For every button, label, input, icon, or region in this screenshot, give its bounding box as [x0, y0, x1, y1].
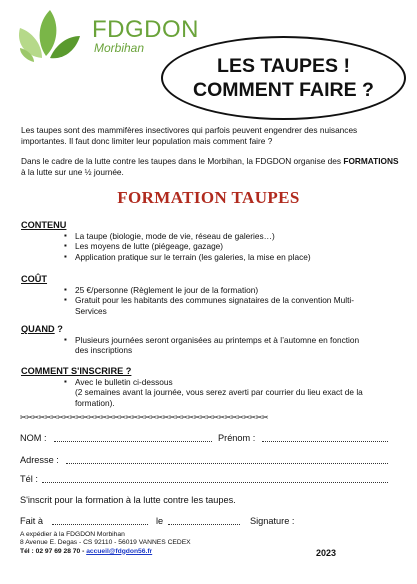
prenom-label: Prénom :: [218, 433, 256, 443]
section-quand: [21, 324, 381, 356]
footer-line1: A expédier à la FDGDON Morbihan: [20, 531, 125, 538]
headline-line1: LES TAUPES !: [217, 55, 350, 77]
intro-paragraph-1: Les taupes sont des mammifères insectivores qui parfois peuvent engendrer des nuisances importantes. Il faut donc limiter leur population mais comment faire ?: [21, 125, 358, 146]
fdgdon-logo: [14, 6, 199, 66]
leaves-logo-icon: [14, 6, 84, 66]
footer-year: 2023: [316, 548, 337, 558]
nom-field[interactable]: [54, 441, 212, 442]
footer-line2: 8 Avenue E. Degas - CS 92110 - 56019 VANNES CEDEX: [20, 539, 191, 547]
list-item: ▪ Avec le bulletin ci-dessous: [64, 377, 364, 388]
adresse-label: Adresse :: [20, 455, 59, 465]
quand-title: QUAND: [21, 324, 55, 334]
list-item: ▪ Gratuit pour les habitants des communes signataires de la convention Multi-Services: [64, 295, 364, 316]
fait-field[interactable]: [52, 524, 148, 525]
intro-paragraph-2: [21, 156, 399, 178]
list-item: ▪ Application pratique sur le terrain (les galeries, la mise en place): [64, 252, 381, 263]
section-title-cout: COÛT: [21, 274, 48, 284]
signature-label: Signature :: [250, 516, 295, 526]
quand-suffix: ?: [54, 324, 63, 334]
headline-line2: COMMENT FAIRE ?: [193, 79, 374, 101]
prenom-field[interactable]: [262, 441, 388, 442]
logo-text: [92, 18, 199, 55]
intro-p2-after: à la lutte sur une ½ journée.: [21, 166, 124, 177]
list-item: ▪ 25 €/personne (Règlement le jour de la formation): [64, 285, 364, 296]
nom-label: NOM :: [20, 433, 47, 443]
intro-p2-bold: FORMATIONS: [343, 156, 399, 166]
leaf-center: [40, 10, 57, 56]
logo-title: FDGDON: [92, 16, 199, 43]
section-inscrire: [21, 366, 381, 408]
adresse-field[interactable]: [66, 463, 388, 464]
headline-bubble: [161, 36, 406, 120]
section-title-quand: [21, 324, 381, 335]
list-item: ▪ Plusieurs journées seront organisées au printemps et à l’automne en fonction des inscriptions: [64, 335, 364, 356]
quand-list: [64, 335, 364, 356]
tel-label: Tél :: [20, 474, 38, 484]
le-label: le: [156, 516, 164, 526]
contenu-list: [64, 231, 381, 263]
section-title-inscrire: COMMENT S'INSCRIRE ?: [21, 366, 132, 376]
inscrire-note: (2 semaines avant la journée, vous serez averti par courrier du lieu exact de la formation).: [75, 387, 363, 408]
footer-tel: Tél : 02 97 69 28 70 -: [20, 547, 87, 555]
scissors-cut-line-icon: ✂✂✂✂✂✂✂✂✂✂✂✂✂✂✂✂✂✂✂✂✂✂✂✂✂✂✂✂✂✂✂✂✂✂✂✂✂✂✂✂: [20, 413, 269, 422]
list-item: ▪ Les moyens de lutte (piégeage, gazage): [64, 241, 381, 252]
date-field[interactable]: [168, 524, 240, 525]
form-statement: S'inscrit pour la formation à la lutte contre les taupes.: [20, 495, 236, 505]
list-item: ▪ La taupe (biologie, mode de vie, réseau de galeries…): [64, 231, 381, 242]
inscrire-list: [64, 377, 364, 388]
tel-field[interactable]: [42, 482, 388, 483]
fait-label: Fait à: [20, 516, 43, 526]
intro-p2-before: Dans le cadre de la lutte contre les taupes dans le Morbihan, la FDGDON organise des: [21, 156, 344, 166]
section-cout: [21, 274, 381, 316]
footer-email-link[interactable]: accueil@fdgdon56.fr: [86, 547, 153, 555]
logo-subtitle: Morbihan: [94, 41, 145, 55]
headline: [193, 54, 374, 102]
formation-title: FORMATION TAUPES: [117, 188, 300, 207]
section-title-contenu: CONTENU: [21, 220, 67, 230]
footer-contact: [20, 548, 191, 556]
section-contenu: [21, 220, 381, 262]
cout-list: [64, 285, 364, 317]
footer-address: [20, 531, 191, 556]
